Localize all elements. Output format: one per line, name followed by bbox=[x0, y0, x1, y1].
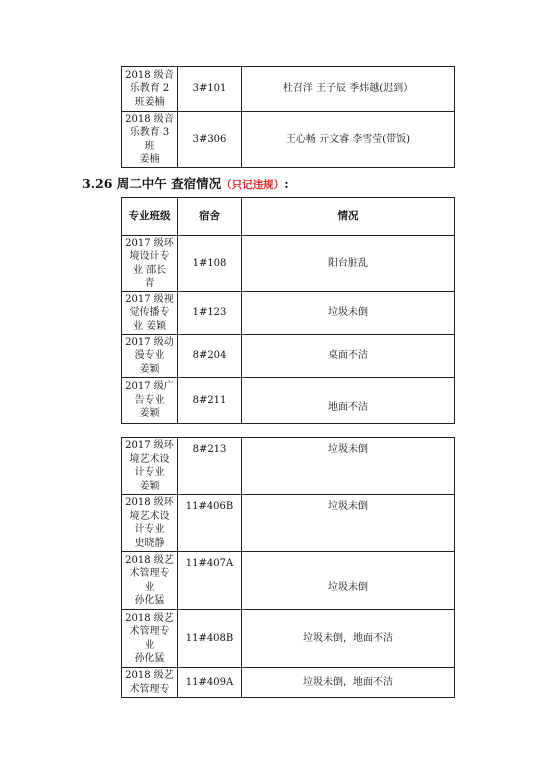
room-cell: 1#108 bbox=[178, 236, 242, 292]
info-cell: 王心畅 亓文睿 李雪莹(带饭) bbox=[242, 112, 455, 168]
info-cell: 垃圾未倒 bbox=[242, 438, 455, 495]
room-cell: 8#204 bbox=[178, 335, 242, 378]
class-cell: 2018 级艺 术管理专 业 孙化猛 bbox=[122, 610, 178, 668]
table-row bbox=[122, 292, 455, 335]
header-class: 专业班级 bbox=[122, 198, 178, 236]
table-row bbox=[122, 67, 455, 112]
info-cell: 垃圾未倒，地面不洁 bbox=[242, 668, 455, 698]
room-cell: 8#213 bbox=[178, 438, 242, 495]
info-cell: 阳台脏乱 bbox=[242, 236, 455, 292]
class-cell: 2018 级艺 术管理专 业 孙化猛 bbox=[122, 552, 178, 610]
header-info: 情况 bbox=[242, 198, 455, 236]
room-cell: 11#407A bbox=[178, 552, 242, 610]
info-cell: 垃圾未倒，地面不洁 bbox=[242, 610, 455, 668]
header-room: 宿舍 bbox=[178, 198, 242, 236]
inspection-table bbox=[121, 197, 455, 424]
info-cell: 杜召洋 王子辰 季炜越(迟到） bbox=[242, 67, 455, 112]
table-row bbox=[122, 438, 455, 495]
room-cell: 11#406B bbox=[178, 495, 242, 552]
section-colon: : bbox=[284, 176, 289, 191]
room-cell: 11#408B bbox=[178, 610, 242, 668]
table-row bbox=[122, 668, 455, 698]
section-title: 3.26 周二中午 查宿情况 bbox=[82, 176, 222, 191]
table-row bbox=[122, 378, 455, 424]
class-cell: 2018 级环 境艺术设 计专业 史晓静 bbox=[122, 495, 178, 552]
class-cell: 2018 级音 乐教育 3 班 姜楠 bbox=[122, 112, 178, 168]
table-row bbox=[122, 552, 455, 610]
table-row bbox=[122, 112, 455, 168]
room-cell: 11#409A bbox=[178, 668, 242, 698]
section-note: （只记违规） bbox=[221, 179, 285, 191]
table-row bbox=[122, 335, 455, 378]
room-cell: 8#211 bbox=[178, 378, 242, 424]
table-row bbox=[122, 610, 455, 668]
info-cell: 垃圾未倒 bbox=[242, 552, 455, 610]
class-cell: 2018 级艺 术管理专 bbox=[122, 668, 178, 698]
class-cell: 2017 级视 觉传播专 业 姜颖 bbox=[122, 292, 178, 335]
table-row bbox=[122, 236, 455, 292]
section-heading bbox=[82, 174, 289, 192]
inspection-table-continued bbox=[121, 437, 455, 698]
info-cell: 地面不洁 bbox=[242, 378, 455, 424]
info-cell: 垃圾未倒 bbox=[242, 292, 455, 335]
class-cell: 2017 级广 告专业 姜颖 bbox=[122, 378, 178, 424]
room-cell: 1#123 bbox=[178, 292, 242, 335]
info-cell: 垃圾未倒 bbox=[242, 495, 455, 552]
top-table bbox=[121, 66, 455, 168]
class-cell: 2017 级环 境艺术设 计专业 姜颖 bbox=[122, 438, 178, 495]
table-row bbox=[122, 495, 455, 552]
class-cell: 2017 级环 境设计专 业 邵长 青 bbox=[122, 236, 178, 292]
table-header-row bbox=[122, 198, 455, 236]
class-cell: 2017 级动 漫专业 姜颖 bbox=[122, 335, 178, 378]
room-cell: 3#101 bbox=[178, 67, 242, 112]
class-cell: 2018 级音 乐教育 2 班姜楠 bbox=[122, 67, 178, 112]
room-cell: 3#306 bbox=[178, 112, 242, 168]
info-cell: 桌面不洁 bbox=[242, 335, 455, 378]
